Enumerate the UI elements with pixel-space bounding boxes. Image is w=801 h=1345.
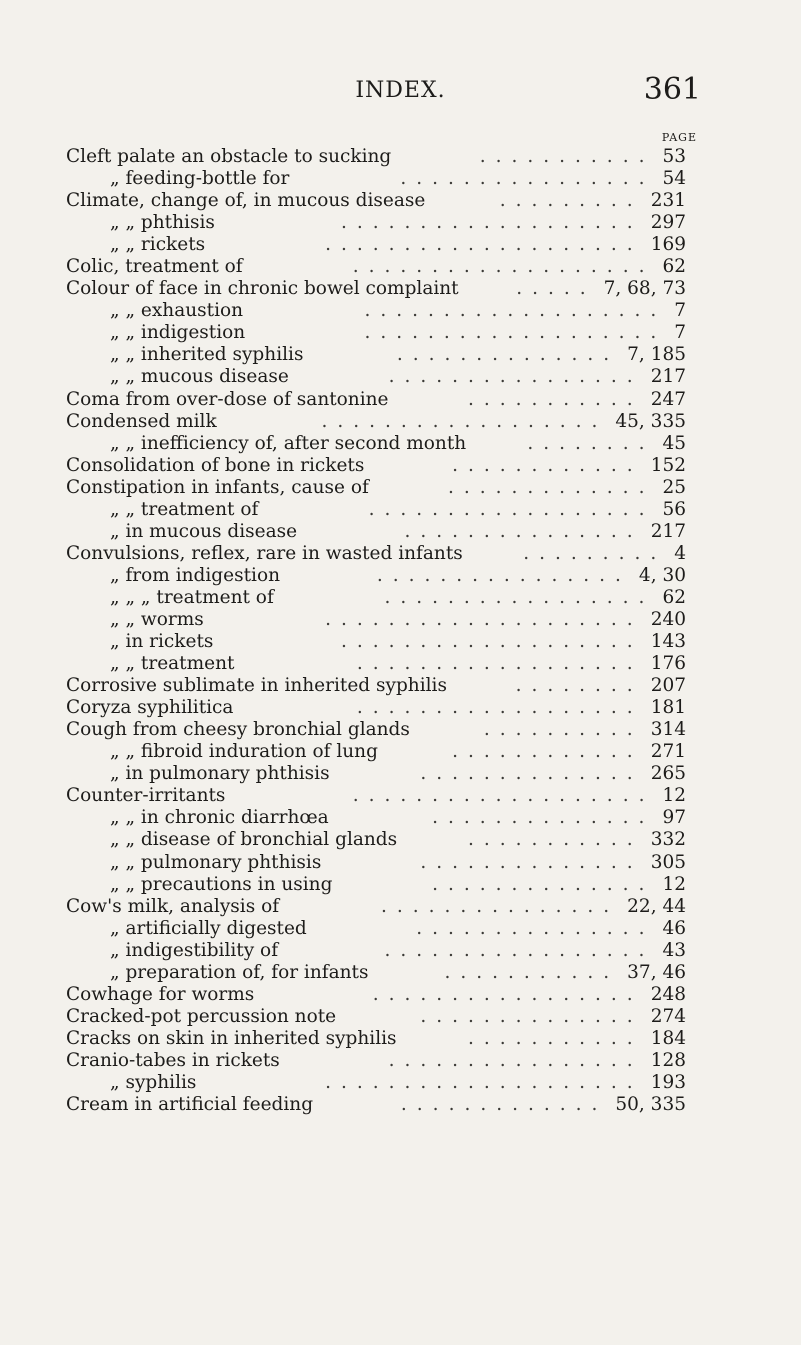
entry-page-ref: 193 (650, 1071, 686, 1093)
entry-page-ref: 4 (674, 542, 686, 564)
dot-leader: ................... (340, 631, 643, 653)
index-entry (0, 587, 801, 609)
dot-leader: .............. (432, 807, 655, 829)
entry-label: „ „ disease of bronchial glands (110, 829, 398, 851)
dot-leader: ................ (376, 564, 631, 586)
entry-page-ref: 62 (662, 256, 686, 278)
entry-label: „ „ treatment (110, 653, 235, 675)
dot-leader: ............... (380, 895, 620, 917)
index-entry (0, 896, 801, 918)
entry-label: Colic, treatment of (66, 256, 243, 278)
dot-leader: .................. (321, 410, 608, 432)
entry-label: „ in pulmonary phthisis (110, 763, 330, 785)
entry-page-ref: 181 (650, 697, 686, 719)
entry-page-ref: 45 (662, 432, 686, 454)
entry-page-ref: 56 (662, 498, 686, 520)
index-entry (0, 741, 801, 763)
entry-page-ref: 143 (650, 631, 686, 653)
dot-leader: ................... (364, 322, 667, 344)
index-entry (0, 256, 801, 278)
dot-leader: ........... (468, 388, 643, 410)
entry-page-ref: 152 (650, 454, 686, 476)
dot-leader: ................. (384, 586, 655, 608)
entry-label: „ artificially digested (110, 917, 307, 939)
dot-leader: ........... (479, 146, 655, 167)
entry-label: „ „ in chronic diarrhœa (110, 807, 329, 829)
entry-label: „ „ inefficiency of, after second month (110, 432, 467, 454)
dot-leader: ........... (444, 961, 620, 983)
entry-label: „ indigestibility of (110, 939, 279, 961)
entry-page-ref: 274 (650, 1005, 686, 1027)
entry-label: „ in rickets (110, 631, 214, 653)
dot-leader: ................ (388, 366, 643, 388)
entry-label: „ „ phthisis (110, 212, 215, 234)
index-entry (0, 984, 801, 1006)
dot-leader: .................... (325, 608, 643, 630)
entry-page-ref: 12 (662, 873, 686, 895)
index-entries (0, 146, 801, 1116)
entry-page-ref: 240 (650, 608, 686, 630)
dot-leader: ................... (352, 256, 655, 278)
entry-label: Consolidation of bone in rickets (66, 454, 365, 476)
entry-label: „ „ „ treatment of (110, 586, 274, 608)
entry-label: Cough from cheesy bronchial glands (66, 719, 410, 741)
entry-page-ref: 314 (650, 719, 686, 741)
entry-page-ref: 7 (674, 300, 686, 322)
dot-leader: .................. (356, 653, 643, 675)
index-entry (0, 1072, 801, 1094)
index-entry (0, 168, 801, 190)
entry-label: Corrosive sublimate in inherited syphilis (66, 675, 447, 697)
entry-label: „ „ treatment of (110, 498, 259, 520)
entry-page-ref: 53 (662, 146, 686, 167)
dot-leader: .............. (420, 763, 643, 785)
index-entry (0, 1094, 801, 1116)
entry-label: Constipation in infants, cause of (66, 476, 369, 498)
page-title: INDEX. (355, 78, 446, 103)
entry-page-ref: 176 (650, 653, 686, 675)
entry-label: Climate, change of, in mucous disease (66, 190, 426, 212)
entry-page-ref: 271 (650, 741, 686, 763)
entry-page-ref: 297 (650, 212, 686, 234)
entry-page-ref: 97 (662, 807, 686, 829)
entry-label: „ preparation of, for infants (110, 961, 369, 983)
index-entry (0, 631, 801, 653)
entry-page-ref: 128 (650, 1049, 686, 1071)
entry-label: „ syphilis (110, 1071, 197, 1093)
index-entry (0, 146, 801, 168)
dot-leader: ................... (364, 300, 667, 322)
entry-page-ref: 46 (662, 917, 686, 939)
entry-page-ref: 217 (650, 366, 686, 388)
entry-page-ref: 7, 185 (627, 344, 686, 366)
entry-label: „ feeding-bottle for (110, 168, 290, 190)
index-entry (0, 411, 801, 433)
entry-page-ref: 37, 46 (627, 961, 686, 983)
index-entry (0, 719, 801, 741)
index-entry (0, 455, 801, 477)
entry-label: „ „ rickets (110, 234, 206, 256)
dot-leader: ............. (448, 476, 655, 498)
entry-page-ref: 169 (650, 234, 686, 256)
entry-label: Colour of face in chronic bowel complaint (66, 278, 459, 300)
index-entry (0, 543, 801, 565)
entry-page-ref: 207 (650, 675, 686, 697)
entry-label: Cleft palate an obstacle to sucking (66, 146, 392, 167)
entry-page-ref: 265 (650, 763, 686, 785)
index-entry (0, 1006, 801, 1028)
index-entry (0, 234, 801, 256)
entry-label: Cowhage for worms (66, 983, 255, 1005)
index-entry (0, 300, 801, 322)
entry-label: „ „ precautions in using (110, 873, 333, 895)
dot-leader: ............ (452, 454, 643, 476)
index-entry (0, 874, 801, 896)
dot-leader: ................ (388, 1049, 643, 1071)
index-entry (0, 565, 801, 587)
dot-leader: .............. (420, 1005, 643, 1027)
entry-label: „ „ pulmonary phthisis (110, 851, 322, 873)
index-entry (0, 653, 801, 675)
index-entry (0, 1028, 801, 1050)
index-entry (0, 190, 801, 212)
entry-label: Coryza syphilitica (66, 697, 234, 719)
dot-leader: ............. (400, 1094, 608, 1116)
dot-leader: ............... (416, 917, 655, 939)
dot-leader: .............. (432, 873, 655, 895)
entry-label: „ „ mucous disease (110, 366, 289, 388)
entry-label: Cranio-tabes in rickets (66, 1049, 280, 1071)
index-entry (0, 807, 801, 829)
dot-leader: ............... (404, 520, 643, 542)
entry-label: „ „ fibroid induration of lung (110, 741, 378, 763)
dot-leader: ................. (372, 983, 643, 1005)
entry-page-ref: 25 (662, 476, 686, 498)
entry-label: Cow's milk, analysis of (66, 895, 280, 917)
page-column-label: PAGE (661, 131, 697, 144)
index-entry (0, 366, 801, 388)
dot-leader: .................... (325, 1071, 643, 1093)
dot-leader: ........... (468, 1027, 643, 1049)
index-entry (0, 389, 801, 411)
entry-page-ref: 184 (650, 1027, 686, 1049)
dot-leader: ........... (468, 829, 643, 851)
dot-leader: ................ (400, 168, 655, 190)
index-entry (0, 477, 801, 499)
index-entry (0, 322, 801, 344)
index-entry (0, 852, 801, 874)
entry-page-ref: 22, 44 (627, 895, 686, 917)
page-number: 361 (643, 72, 701, 107)
entry-label: Condensed milk (66, 410, 217, 432)
entry-label: Coma from over-dose of santonine (66, 388, 389, 410)
entry-page-ref: 45, 335 (615, 410, 686, 432)
index-entry (0, 609, 801, 631)
dot-leader: ..... (516, 278, 596, 300)
entry-label: Convulsions, reflex, rare in wasted infants (66, 542, 463, 564)
entry-label: Counter-irritants (66, 785, 226, 807)
entry-page-ref: 248 (650, 983, 686, 1005)
entry-label: Cracks on skin in inherited syphilis (66, 1027, 397, 1049)
entry-label: „ „ worms (110, 608, 204, 630)
entry-label: „ from indigestion (110, 564, 280, 586)
entry-label: „ in mucous disease (110, 520, 298, 542)
entry-page-ref: 12 (662, 785, 686, 807)
index-entry (0, 697, 801, 719)
dot-leader: ......... (499, 190, 643, 212)
dot-leader: ........ (527, 432, 655, 454)
dot-leader: ................... (340, 212, 643, 234)
entry-page-ref: 217 (650, 520, 686, 542)
dot-leader: .............. (396, 344, 620, 366)
index-entry (0, 344, 801, 366)
index-entry (0, 785, 801, 807)
entry-page-ref: 4, 30 (638, 564, 686, 586)
entry-label: Cracked-pot percussion note (66, 1005, 337, 1027)
index-entry (0, 521, 801, 543)
dot-leader: ......... (523, 542, 667, 564)
dot-leader: ............ (452, 741, 643, 763)
entry-page-ref: 62 (662, 586, 686, 608)
index-entry (0, 962, 801, 984)
entry-label: „ „ exhaustion (110, 300, 244, 322)
entry-label: „ „ indigestion (110, 322, 246, 344)
entry-page-ref: 50, 335 (615, 1094, 686, 1116)
dot-leader: .................. (368, 498, 655, 520)
index-entry (0, 675, 801, 697)
dot-leader: ................. (384, 939, 655, 961)
index-entry (0, 499, 801, 521)
entry-page-ref: 7 (674, 322, 686, 344)
index-entry (0, 918, 801, 940)
index-entry (0, 940, 801, 962)
entry-label: Cream in artificial feeding (66, 1094, 314, 1116)
entry-page-ref: 54 (662, 168, 686, 190)
entry-label: „ „ inherited syphilis (110, 344, 304, 366)
dot-leader: .............. (420, 851, 643, 873)
index-entry (0, 212, 801, 234)
index-entry (0, 1050, 801, 1072)
index-entry (0, 278, 801, 300)
index-entry (0, 433, 801, 455)
dot-leader: .................. (356, 697, 643, 719)
entry-page-ref: 305 (650, 851, 686, 873)
index-entry (0, 763, 801, 785)
entry-page-ref: 332 (650, 829, 686, 851)
entry-page-ref: 7, 68, 73 (603, 278, 686, 300)
entry-page-ref: 43 (662, 939, 686, 961)
index-entry (0, 829, 801, 851)
dot-leader: ................... (352, 785, 655, 807)
entry-page-ref: 247 (650, 388, 686, 410)
dot-leader: .................... (325, 234, 643, 256)
dot-leader: .......... (483, 719, 643, 741)
entry-page-ref: 231 (650, 190, 686, 212)
dot-leader: ........ (515, 675, 643, 697)
